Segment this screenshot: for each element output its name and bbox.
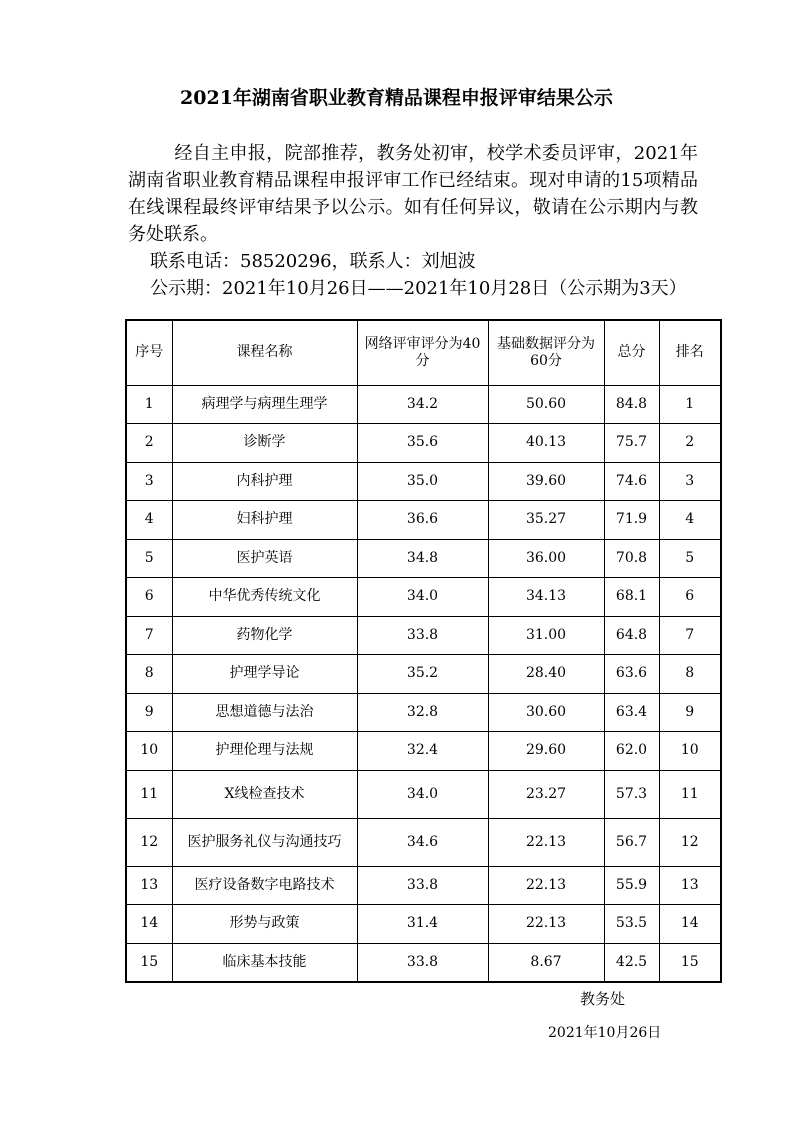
table-row [126,732,721,771]
table-row [126,539,721,578]
cell-course-name: 内科护理 [172,462,357,501]
cell-basic-score: 34.13 [488,578,604,617]
table-row [126,818,721,866]
cell-network-score: 36.6 [357,501,488,540]
cell-course-name: 医疗设备数字电路技术 [172,866,357,905]
contact-line: 联系电话：58520296，联系人：刘旭波 [150,251,476,272]
cell-basic-score: 22.13 [488,818,604,866]
table-header-row [126,320,721,385]
header-basic-score: 基础数据评分为60分 [488,320,604,385]
cell-course-name: 临床基本技能 [172,943,357,982]
cell-total: 70.8 [604,539,659,578]
cell-index: 13 [126,866,172,905]
cell-index: 1 [126,385,172,424]
cell-total: 53.5 [604,905,659,944]
cell-basic-score: 22.13 [488,905,604,944]
cell-rank: 13 [659,866,721,905]
cell-rank: 3 [659,462,721,501]
header-rank: 排名 [659,320,721,385]
cell-course-name: 诊断学 [172,424,357,463]
cell-network-score: 33.8 [357,943,488,982]
cell-index: 5 [126,539,172,578]
cell-basic-score: 35.27 [488,501,604,540]
cell-rank: 6 [659,578,721,617]
cell-course-name: 妇科护理 [172,501,357,540]
cell-index: 9 [126,693,172,732]
cell-index: 10 [126,732,172,771]
cell-total: 42.5 [604,943,659,982]
cell-network-score: 33.8 [357,866,488,905]
header-total: 总分 [604,320,659,385]
cell-total: 64.8 [604,616,659,655]
cell-total: 75.7 [604,424,659,463]
cell-course-name: 护理学导论 [172,655,357,694]
cell-basic-score: 22.13 [488,866,604,905]
cell-network-score: 34.8 [357,539,488,578]
cell-total: 56.7 [604,818,659,866]
cell-course-name: 医护英语 [172,539,357,578]
cell-index: 6 [126,578,172,617]
cell-network-score: 34.2 [357,385,488,424]
cell-basic-score: 29.60 [488,732,604,771]
cell-rank: 4 [659,501,721,540]
results-table [125,319,722,983]
cell-course-name: 医护服务礼仪与沟通技巧 [172,818,357,866]
table-row [126,501,721,540]
cell-total: 63.4 [604,693,659,732]
cell-basic-score: 8.67 [488,943,604,982]
cell-basic-score: 40.13 [488,424,604,463]
cell-rank: 5 [659,539,721,578]
cell-course-name: 病理学与病理生理学 [172,385,357,424]
table-row [126,578,721,617]
cell-total: 68.1 [604,578,659,617]
cell-basic-score: 39.60 [488,462,604,501]
cell-index: 12 [126,818,172,866]
cell-network-score: 32.4 [357,732,488,771]
cell-basic-score: 36.00 [488,539,604,578]
table-row [126,866,721,905]
cell-rank: 15 [659,943,721,982]
table-row [126,943,721,982]
page-title: 2021年湖南省职业教育精品课程申报评审结果公示 [180,87,613,109]
cell-index: 4 [126,501,172,540]
cell-basic-score: 50.60 [488,385,604,424]
table-row [126,616,721,655]
cell-rank: 2 [659,424,721,463]
cell-rank: 8 [659,655,721,694]
cell-index: 15 [126,943,172,982]
cell-rank: 12 [659,818,721,866]
cell-network-score: 32.8 [357,693,488,732]
header-network-score: 网络评审评分为40分 [357,320,488,385]
issuing-department: 教务处 [580,990,626,1008]
cell-total: 74.6 [604,462,659,501]
cell-course-name: X线检查技术 [172,770,357,818]
cell-network-score: 35.0 [357,462,488,501]
cell-total: 62.0 [604,732,659,771]
publicity-period-line: 公示期：2021年10月26日——2021年10月28日（公示期为3天） [150,278,687,299]
cell-course-name: 药物化学 [172,616,357,655]
cell-rank: 9 [659,693,721,732]
cell-total: 84.8 [604,385,659,424]
cell-network-score: 35.2 [357,655,488,694]
cell-index: 2 [126,424,172,463]
cell-network-score: 34.6 [357,818,488,866]
table-row [126,693,721,732]
table-row [126,770,721,818]
cell-basic-score: 23.27 [488,770,604,818]
table-row [126,655,721,694]
cell-course-name: 护理伦理与法规 [172,732,357,771]
cell-index: 11 [126,770,172,818]
header-course: 课程名称 [172,320,357,385]
cell-course-name: 思想道德与法治 [172,693,357,732]
intro-paragraph [128,140,698,248]
cell-total: 57.3 [604,770,659,818]
cell-index: 8 [126,655,172,694]
cell-rank: 7 [659,616,721,655]
header-index: 序号 [126,320,172,385]
cell-network-score: 31.4 [357,905,488,944]
issue-date: 2021年10月26日 [548,1025,662,1041]
cell-network-score: 34.0 [357,770,488,818]
cell-basic-score: 30.60 [488,693,604,732]
intro-text: 经自主申报，院部推荐，教务处初审，校学术委员评审，2021年湖南省职业教育精品课程申报评审工作已经结束。现对申请的15项精品在线课程最终评审结果予以公示。如有任何异议，敬请在公示期内与教务处联系。 [128,143,698,245]
cell-rank: 1 [659,385,721,424]
cell-index: 14 [126,905,172,944]
table-row [126,385,721,424]
cell-basic-score: 28.40 [488,655,604,694]
cell-basic-score: 31.00 [488,616,604,655]
cell-total: 63.6 [604,655,659,694]
cell-network-score: 33.8 [357,616,488,655]
cell-course-name: 形势与政策 [172,905,357,944]
cell-index: 7 [126,616,172,655]
cell-network-score: 34.0 [357,578,488,617]
cell-course-name: 中华优秀传统文化 [172,578,357,617]
cell-rank: 14 [659,905,721,944]
cell-network-score: 35.6 [357,424,488,463]
cell-total: 71.9 [604,501,659,540]
cell-rank: 10 [659,732,721,771]
cell-rank: 11 [659,770,721,818]
table-row [126,462,721,501]
cell-index: 3 [126,462,172,501]
cell-total: 55.9 [604,866,659,905]
table-row [126,424,721,463]
table-row [126,905,721,944]
